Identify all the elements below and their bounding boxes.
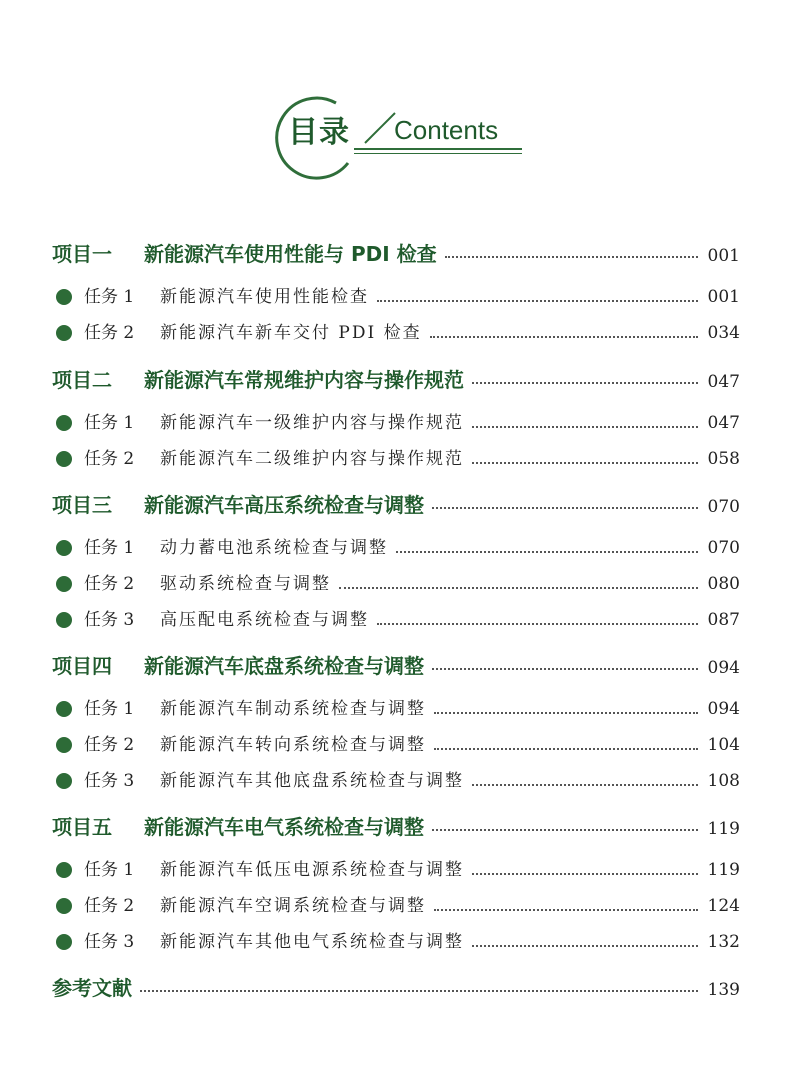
- dot-leader: [472, 873, 698, 875]
- task-title: 新能源汽车其他底盘系统检查与调整: [160, 771, 464, 791]
- task-label: 任务 3: [84, 932, 135, 952]
- task-label: 任务 1: [84, 699, 135, 719]
- dot-leader: [396, 551, 698, 553]
- toc-task-4-3[interactable]: [56, 766, 740, 796]
- page-number: 132: [707, 932, 740, 952]
- page-number: 047: [707, 372, 740, 392]
- toc-task-5-3[interactable]: [56, 927, 740, 957]
- project-label: 项目五: [52, 815, 112, 839]
- page-number: 104: [707, 735, 740, 755]
- dot-leader: [434, 712, 698, 714]
- project-title: 新能源汽车使用性能与 PDI 检查: [144, 242, 437, 266]
- toc-task-3-2[interactable]: [56, 569, 740, 599]
- page-number: 108: [707, 771, 740, 791]
- task-title: 新能源汽车制动系统检查与调整: [160, 699, 426, 719]
- page-number: 070: [707, 538, 740, 558]
- toc-project-3[interactable]: [52, 489, 740, 519]
- project-title: 新能源汽车底盘系统检查与调整: [144, 654, 424, 678]
- dot-leader: [472, 382, 698, 384]
- bullet-icon: [56, 325, 72, 341]
- page-number: 124: [707, 896, 740, 916]
- toc-task-4-1[interactable]: [56, 694, 740, 724]
- dot-leader: [140, 990, 698, 992]
- page-number: 070: [707, 497, 740, 517]
- task-title: 动力蓄电池系统检查与调整: [160, 538, 388, 558]
- dot-leader: [472, 426, 698, 428]
- task-title: 驱动系统检查与调整: [160, 574, 331, 594]
- page-number: 119: [707, 819, 740, 839]
- bullet-icon: [56, 451, 72, 467]
- toc-project-1[interactable]: [52, 238, 740, 268]
- dot-leader: [445, 256, 698, 258]
- bullet-icon: [56, 612, 72, 628]
- page-number: 119: [707, 860, 740, 880]
- toc-task-2-1[interactable]: [56, 408, 740, 438]
- toc-references[interactable]: [52, 972, 740, 1002]
- page-number: 087: [707, 610, 740, 630]
- page-number: 094: [707, 699, 740, 719]
- bullet-icon: [56, 737, 72, 753]
- toc-project-4[interactable]: [52, 650, 740, 680]
- page-number: 094: [707, 658, 740, 678]
- task-label: 任务 3: [84, 771, 135, 791]
- bullet-icon: [56, 773, 72, 789]
- dot-leader: [472, 784, 698, 786]
- bullet-icon: [56, 701, 72, 717]
- dot-leader: [432, 507, 698, 509]
- task-label: 任务 1: [84, 413, 135, 433]
- dot-leader: [430, 336, 698, 338]
- toc-task-5-1[interactable]: [56, 855, 740, 885]
- task-title: 新能源汽车一级维护内容与操作规范: [160, 413, 464, 433]
- page-number: 080: [707, 574, 740, 594]
- bullet-icon: [56, 934, 72, 950]
- dot-leader: [434, 909, 698, 911]
- page-number: 001: [707, 287, 740, 307]
- bullet-icon: [56, 576, 72, 592]
- task-label: 任务 2: [84, 735, 135, 755]
- page-number: 058: [707, 449, 740, 469]
- task-title: 新能源汽车新车交付 PDI 检查: [160, 323, 422, 343]
- page-number: 139: [707, 980, 740, 1000]
- toc-task-5-2[interactable]: [56, 891, 740, 921]
- toc-task-1-1[interactable]: [56, 282, 740, 312]
- task-title: 新能源汽车二级维护内容与操作规范: [160, 449, 464, 469]
- task-title: 新能源汽车使用性能检查: [160, 287, 369, 307]
- page-number: 001: [707, 246, 740, 266]
- toc-project-2[interactable]: [52, 364, 740, 394]
- references-title: 参考文献: [52, 976, 132, 1000]
- project-label: 项目四: [52, 654, 112, 678]
- dot-leader: [377, 300, 698, 302]
- bullet-icon: [56, 898, 72, 914]
- toc-task-1-2[interactable]: [56, 318, 740, 348]
- toc-project-5[interactable]: [52, 811, 740, 841]
- project-label: 项目三: [52, 493, 112, 517]
- project-title: 新能源汽车电气系统检查与调整: [144, 815, 424, 839]
- toc-task-2-2[interactable]: [56, 444, 740, 474]
- bullet-icon: [56, 415, 72, 431]
- title-english: Contents: [394, 115, 499, 145]
- page-number: 034: [707, 323, 740, 343]
- dot-leader: [377, 623, 698, 625]
- toc-task-3-3[interactable]: [56, 605, 740, 635]
- task-label: 任务 2: [84, 449, 135, 469]
- page-number: 047: [707, 413, 740, 433]
- dot-leader: [472, 945, 698, 947]
- task-title: 高压配电系统检查与调整: [160, 610, 369, 630]
- dot-leader: [472, 462, 698, 464]
- task-title: 新能源汽车低压电源系统检查与调整: [160, 860, 464, 880]
- toc-task-4-2[interactable]: [56, 730, 740, 760]
- bullet-icon: [56, 862, 72, 878]
- task-label: 任务 1: [84, 538, 135, 558]
- dot-leader: [339, 587, 698, 589]
- title-chinese: 目录: [288, 115, 350, 150]
- task-title: 新能源汽车空调系统检查与调整: [160, 896, 426, 916]
- task-label: 任务 2: [84, 574, 135, 594]
- toc-task-3-1[interactable]: [56, 533, 740, 563]
- task-label: 任务 1: [84, 860, 135, 880]
- project-title: 新能源汽车高压系统检查与调整: [144, 493, 424, 517]
- task-label: 任务 2: [84, 323, 135, 343]
- task-title: 新能源汽车转向系统检查与调整: [160, 735, 426, 755]
- bullet-icon: [56, 289, 72, 305]
- project-label: 项目二: [52, 368, 112, 392]
- task-label: 任务 1: [84, 287, 135, 307]
- bullet-icon: [56, 540, 72, 556]
- dot-leader: [432, 829, 698, 831]
- task-label: 任务 3: [84, 610, 135, 630]
- dot-leader: [434, 748, 698, 750]
- task-title: 新能源汽车其他电气系统检查与调整: [160, 932, 464, 952]
- project-title: 新能源汽车常规维护内容与操作规范: [144, 368, 464, 392]
- project-label: 项目一: [52, 242, 112, 266]
- task-label: 任务 2: [84, 896, 135, 916]
- dot-leader: [432, 668, 698, 670]
